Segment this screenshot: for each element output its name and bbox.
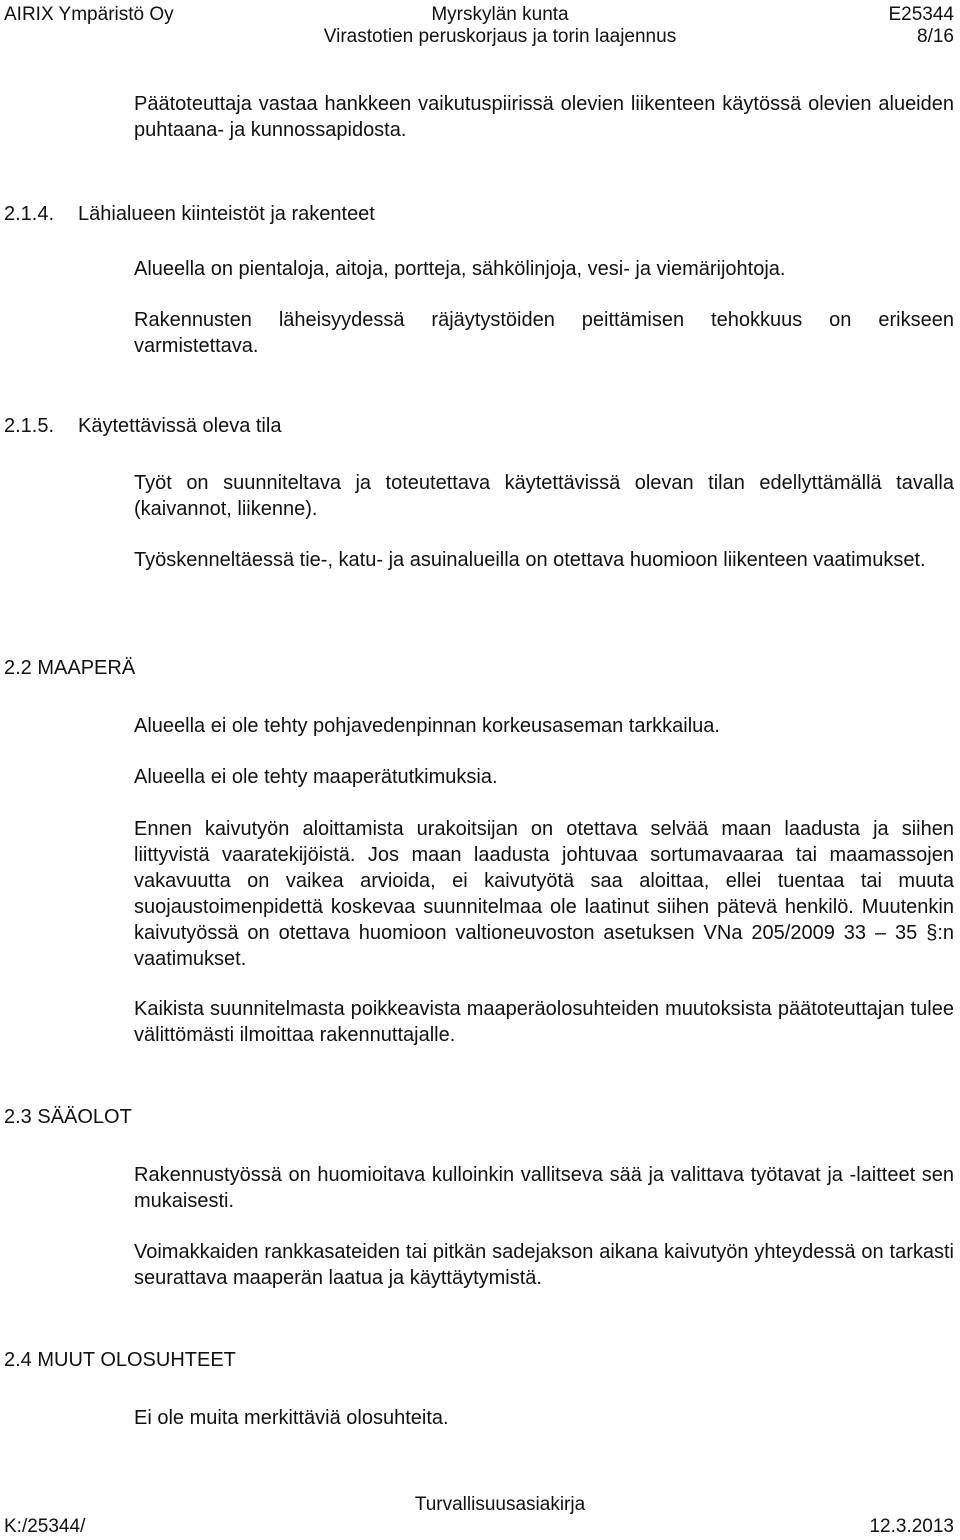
- paragraph: Alueella on pientaloja, aitoja, portteja, sähkölinjoja, vesi- ja viemärijohtoja.: [134, 258, 786, 280]
- document-type: Turvallisuusasiakirja: [414, 1494, 586, 1515]
- page-header: [0, 0, 960, 52]
- page-number: 8/16: [917, 26, 954, 47]
- section-heading-2-2: 2.2 MAAPERÄ: [4, 657, 136, 679]
- section-heading-2-1-5: [4, 413, 281, 439]
- file-path: K:/25344/: [4, 1516, 86, 1537]
- page-footer: [0, 1490, 960, 1538]
- paragraph: Ei ole muita merkittäviä olosuhteita.: [134, 1407, 449, 1429]
- intro-paragraph: Päätoteuttaja vastaa hankkeen vaikutuspiirissä olevien liikenteen käytössä olevien alueiden puhtaana- ja kunnossapidosta.: [134, 93, 954, 141]
- section-number: 2.1.4.: [4, 203, 55, 225]
- client-name: Myrskylän kunta: [431, 4, 569, 25]
- paragraph: Rakennustyössä on huomioitava kulloinkin vallitseva sää ja valittava työtavat ja -laitteet sen mukaisesti.: [134, 1164, 954, 1212]
- paragraph: Alueella ei ole tehty pohjavedenpinnan korkeusaseman tarkkailua.: [134, 715, 720, 737]
- paragraph: Alueella ei ole tehty maaperätutkimuksia.: [134, 766, 498, 788]
- paragraph: Ennen kaivutyön aloittamista urakoitsijan on otettava selvää maan laadusta ja siihen liittyvistä vaaratekijöistä. Jos maan laadusta johtuvaa sortumavaaraa tai maamassojen vakavuutta on vaikea arvioida, ei kaivutyötä saa aloittaa, ellei tuentaa tai muuta suojaustoimenpidettä koskevaa suunnitelmaa ole laatinut siihen pätevä henkilö. Muutenkin kaivutyössä on otettava huomioon valtioneuvoston asetuksen VNa 205/2009 33 – 35 §:n vaatimukset.: [134, 818, 954, 970]
- paragraph: Työskenneltäessä tie-, katu- ja asuinalueilla on otettava huomioon liikenteen vaatimukset.: [134, 549, 926, 571]
- project-name: Virastotien peruskorjaus ja torin laajennus: [323, 26, 677, 47]
- paragraph: Kaikista suunnitelmasta poikkeavista maaperäolosuhteiden muutoksista päätoteuttajan tulee välittömästi ilmoittaa rakennuttajalle.: [134, 998, 954, 1046]
- section-heading-2-3: 2.3 SÄÄOLOT: [4, 1106, 132, 1128]
- paragraph: Voimakkaiden rankkasateiden tai pitkän sadejakson aikana kaivutyön yhteydessä on tarkasti seurattava maaperän laatua ja käyttäytymistä.: [134, 1241, 954, 1289]
- project-code: E25344: [888, 4, 954, 25]
- document-date: 12.3.2013: [869, 1516, 954, 1537]
- section-number: 2.1.5.: [4, 415, 55, 437]
- section-title: Käytettävissä oleva tila: [78, 415, 282, 437]
- section-heading-2-1-4: [4, 201, 375, 227]
- company-name: AIRIX Ympäristö Oy: [4, 4, 174, 25]
- paragraph: Työt on suunniteltava ja toteutettava käytettävissä olevan tilan edellyttämällä tavalla (kaivannot, liikenne).: [134, 472, 954, 520]
- section-title: Lähialueen kiinteistöt ja rakenteet: [78, 203, 375, 225]
- paragraph: Rakennusten läheisyydessä räjäytystöiden peittämisen tehokkuus on erikseen varmistettava.: [134, 309, 954, 357]
- section-heading-2-4: 2.4 MUUT OLOSUHTEET: [4, 1349, 236, 1371]
